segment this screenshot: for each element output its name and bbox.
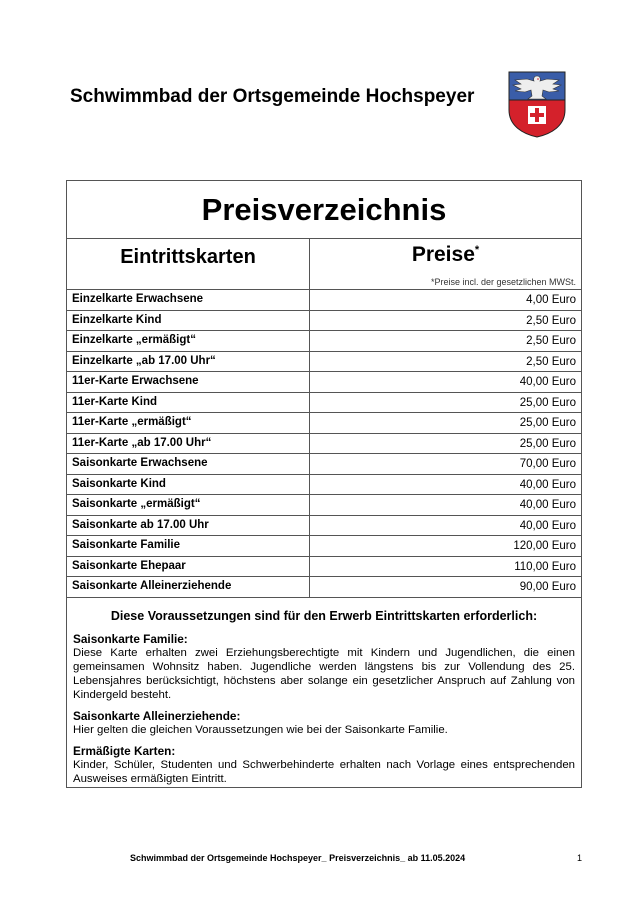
condition-title-reduced: Ermäßigte Karten: bbox=[73, 743, 176, 758]
ticket-name: 11er-Karte „ermäßigt“ bbox=[67, 413, 310, 433]
ticket-price: 2,50 Euro bbox=[526, 355, 576, 368]
table-row bbox=[67, 536, 581, 557]
condition-text-reduced: Kinder, Schüler, Studenten und Schwerbehinderte erhalten nach Vorlage eines entsprechenden Ausweises ermäßigten Eintritt. bbox=[73, 758, 575, 785]
table-row bbox=[67, 495, 581, 516]
ticket-name: Saisonkarte „ermäßigt“ bbox=[67, 495, 310, 515]
ticket-name: 11er-Karte Erwachsene bbox=[67, 372, 310, 392]
ticket-price: 25,00 Euro bbox=[519, 417, 576, 429]
table-row bbox=[67, 413, 581, 434]
table-row bbox=[67, 516, 581, 537]
ticket-name: 11er-Karte Kind bbox=[67, 393, 310, 413]
ticket-price: 120,00 Euro bbox=[513, 540, 576, 552]
ticket-price: 110,00 Euro bbox=[514, 560, 576, 573]
ticket-name: Saisonkarte Ehepaar bbox=[67, 557, 310, 577]
table-row bbox=[67, 372, 581, 393]
ticket-price: 40,00 Euro bbox=[519, 478, 576, 491]
footer-text: Schwimmbad der Ortsgemeinde Hochspeyer_ Preisverzeichnis_ ab 11.05.2024 bbox=[130, 853, 466, 863]
column-header-prices-label: Preise bbox=[411, 243, 475, 266]
ticket-name: Einzelkarte „ab 17.00 Uhr“ bbox=[67, 352, 310, 372]
conditions-section bbox=[67, 598, 581, 786]
ticket-price: 40,00 Euro bbox=[519, 499, 576, 511]
table-row bbox=[67, 475, 581, 496]
column-header-tickets: Eintrittskarten bbox=[67, 239, 310, 289]
ticket-name: Saisonkarte ab 17.00 Uhr bbox=[67, 516, 310, 536]
table-row bbox=[67, 290, 581, 311]
table-body bbox=[67, 290, 581, 598]
table-row bbox=[67, 577, 581, 598]
conditions-heading: Diese Voraussetzungen sind für den Erwerb Eintrittskarten erforderlich: bbox=[110, 608, 538, 623]
table-row bbox=[67, 311, 581, 332]
ticket-price: 2,50 Euro bbox=[526, 314, 576, 327]
price-table bbox=[66, 180, 582, 788]
ticket-price: 70,00 Euro bbox=[519, 458, 576, 470]
ticket-name: Einzelkarte Erwachsene bbox=[67, 290, 310, 310]
page-number: 1 bbox=[577, 853, 583, 863]
table-title: Preisverzeichnis bbox=[67, 181, 581, 239]
table-row bbox=[67, 393, 581, 414]
column-header-prices bbox=[310, 243, 581, 267]
table-row bbox=[67, 352, 581, 373]
ticket-name: Einzelkarte „ermäßigt“ bbox=[67, 331, 310, 351]
footnote-marker: * bbox=[474, 244, 480, 256]
ticket-name: Saisonkarte Familie bbox=[67, 536, 310, 556]
ticket-price: 40,00 Euro bbox=[519, 519, 576, 532]
table-row bbox=[67, 331, 581, 352]
page-title: Schwimmbad der Ortsgemeinde Hochspeyer bbox=[70, 86, 475, 107]
coat-of-arms-icon bbox=[507, 70, 567, 138]
ticket-name: Saisonkarte Alleinerziehende bbox=[67, 577, 310, 597]
table-row bbox=[67, 434, 581, 455]
condition-title-single-parent: Saisonkarte Alleinerziehende: bbox=[73, 708, 241, 723]
ticket-name: Saisonkarte Erwachsene bbox=[67, 454, 310, 474]
column-header-row bbox=[67, 239, 581, 290]
ticket-price: 4,00 Euro bbox=[526, 294, 576, 306]
ticket-price: 90,00 Euro bbox=[519, 581, 576, 593]
ticket-price: 25,00 Euro bbox=[519, 437, 576, 450]
condition-text-single-parent: Hier gelten die gleichen Voraussetzungen wie bei der Saisonkarte Familie. bbox=[73, 723, 448, 736]
ticket-name: Saisonkarte Kind bbox=[67, 475, 310, 495]
ticket-price: 2,50 Euro bbox=[526, 335, 576, 347]
ticket-name: 11er-Karte „ab 17.00 Uhr“ bbox=[67, 434, 310, 454]
ticket-price: 40,00 Euro bbox=[519, 376, 576, 388]
ticket-price: 25,00 Euro bbox=[519, 396, 576, 409]
price-note: *Preise incl. der gesetzlichen MWSt. bbox=[430, 277, 576, 287]
column-header-prices-cell bbox=[310, 239, 581, 289]
condition-title-family: Saisonkarte Familie: bbox=[73, 631, 188, 646]
condition-text-family: Diese Karte erhalten zwei Erziehungsberechtigte mit Kindern und Jugendlichen, die einen gemeinsamen Wohnsitz haben. Jugendliche werden längstens bis zur Vollendung des 25. Lebensjahres berücksichtigt, höchstens aber solange ein gesetzlicher Anspruch auf Zahlung von Kindergeld besteht. bbox=[73, 646, 575, 701]
table-row bbox=[67, 557, 581, 578]
ticket-name: Einzelkarte Kind bbox=[67, 311, 310, 331]
table-row bbox=[67, 454, 581, 475]
